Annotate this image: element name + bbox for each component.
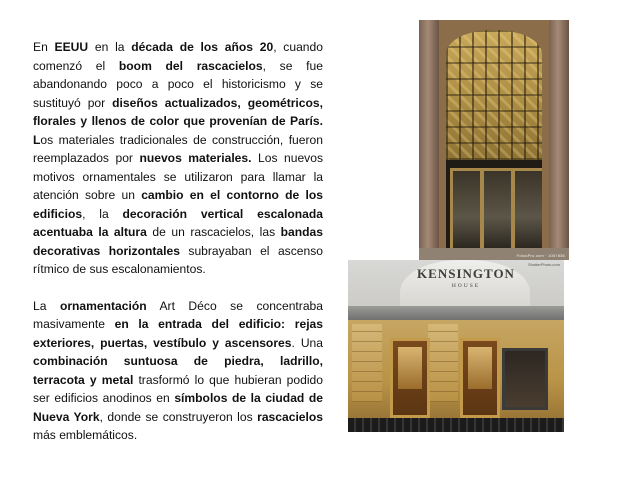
text-segment: en la xyxy=(88,40,132,54)
text-segment: , donde se construyeron los xyxy=(99,409,258,424)
text-segment: subrayaban el ascenso rítmico de sus escalonamientos. xyxy=(33,243,323,276)
arched-entrance xyxy=(446,30,542,248)
text-segment: . Una xyxy=(291,335,323,350)
bold-text-segment: boom del rascacielos xyxy=(118,58,263,73)
golden-grille xyxy=(446,30,542,160)
left-pilaster xyxy=(419,20,439,248)
revolving-doors xyxy=(446,160,542,248)
bold-text-segment: nuevos materiales. xyxy=(139,151,252,165)
bold-text-segment: EEUU xyxy=(54,40,89,54)
art-deco-door-photo xyxy=(419,20,569,260)
door-panel xyxy=(450,168,483,248)
bold-text-segment: L xyxy=(33,132,41,147)
bold-text-segment: decoración vertical escalonada acentuaba la altura xyxy=(33,206,323,239)
sign-subtitle: HOUSE xyxy=(451,283,481,289)
entrance-door xyxy=(390,338,430,418)
entrance-door xyxy=(460,338,500,418)
photo-credit: FotosPro.com · 1067836 xyxy=(516,253,565,258)
photo-credit: ShutterPhoto.com xyxy=(527,262,560,267)
golden-lobby xyxy=(348,320,564,432)
display-window xyxy=(502,348,548,410)
building-sign xyxy=(408,266,524,290)
text-segment: Los nuevos motivos ornamentales se utilizaron para llamar la atención sobre un xyxy=(33,151,323,202)
text-segment: os materiales tradicionales de construcción, fueron reemplazados por xyxy=(33,132,323,165)
paragraph-2 xyxy=(33,297,323,445)
text-segment: Art Déco se concentraba masivamente xyxy=(33,298,324,331)
canopy xyxy=(348,306,564,320)
wall-panel xyxy=(352,324,382,402)
text-segment: de un rascacielos, las xyxy=(146,225,281,239)
right-pilaster xyxy=(549,20,569,248)
black-plinth xyxy=(348,418,564,432)
text-segment: La xyxy=(33,298,60,313)
text-segment: , la xyxy=(82,206,123,221)
bold-text-segment: diseños actualizados, geométricos, florales y llenos de color que provenían de París. xyxy=(33,95,323,128)
door-panel xyxy=(481,168,514,248)
body-text xyxy=(33,38,323,445)
kensington-house-photo xyxy=(348,260,564,432)
bold-text-segment: cambio en el contorno de los edificios xyxy=(33,188,323,221)
bold-text-segment: década de los años 20 xyxy=(131,40,274,54)
text-segment: , cuando comenzó el xyxy=(33,40,323,73)
bold-text-segment: combinación suntuosa de piedra, ladrillo, terracota y metal xyxy=(33,354,323,387)
bold-text-segment: ornamentación xyxy=(59,298,147,313)
text-segment: trasformó lo que hubieran podido ser edificios anodinos en xyxy=(33,372,323,405)
text-segment: En xyxy=(33,40,55,54)
paragraph-1 xyxy=(33,38,323,279)
sign-title: KENSINGTON xyxy=(417,266,515,281)
text-segment: más emblemáticos. xyxy=(33,428,138,442)
bold-text-segment: bandas decorativas horizontales xyxy=(33,225,323,258)
wall-panel xyxy=(428,324,458,402)
bold-text-segment: símbolos de la ciudad de Nueva York xyxy=(33,391,323,424)
text-segment: , se fue abandonando poco a poco el historicismo y se sustituyó por xyxy=(33,58,323,110)
bold-text-segment: en la entrada del edificio: rejas exteriores, puertas, vestíbulo y ascensores xyxy=(33,317,324,350)
bold-text-segment: rascacielos xyxy=(257,409,324,424)
door-panel xyxy=(512,168,542,248)
